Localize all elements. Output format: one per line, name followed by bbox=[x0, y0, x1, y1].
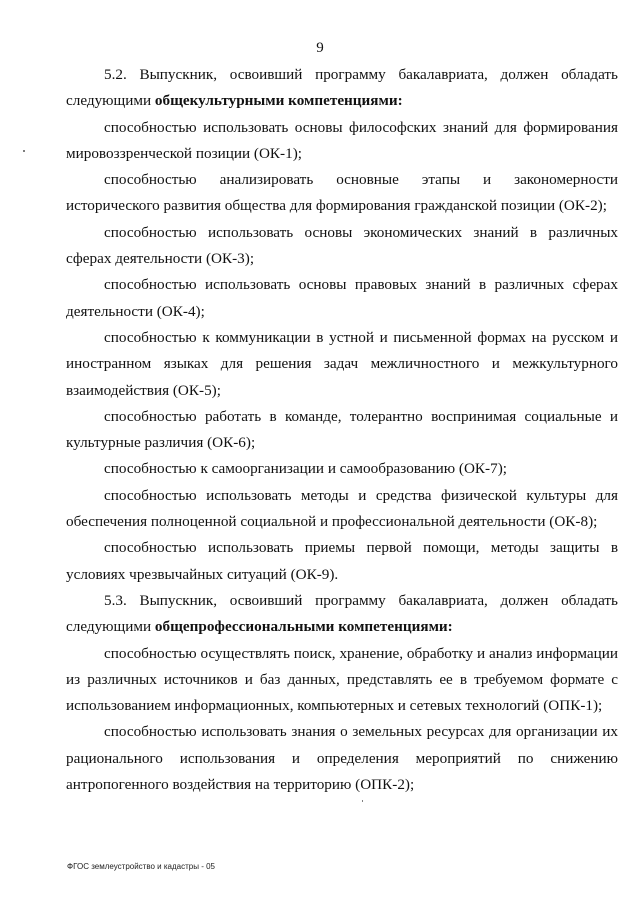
competency-ok-3: способностью использовать основы экономических знаний в различных сферах деятельности (ОК-3); bbox=[66, 223, 618, 268]
competency-ok-6: способностью работать в команде, толерантно воспринимая социальные и культурные различия (ОК-6); bbox=[66, 407, 618, 452]
competency-ok-7: способностью к самоорганизации и самообразованию (ОК-7); bbox=[104, 460, 507, 478]
section-intro-5-3 bbox=[66, 588, 618, 641]
scan-speck bbox=[362, 800, 363, 802]
competency-category-general-cultural: общекультурными компетенциями: bbox=[154, 92, 403, 110]
page-footer: ФГОС землеустройство и кадастры - 05 bbox=[67, 862, 215, 871]
competency-ok-9: способностью использовать приемы первой помощи, методы защиты в условиях чрезвычайных ситуаций (ОК-9). bbox=[66, 539, 618, 583]
competency-ok-5: способностью к коммуникации в устной и письменной формах на русском и иностранном языках для решения задач межличностного и межкультурного взаимодействия (ОК-5); bbox=[66, 328, 618, 399]
competency-ok-2: способностью анализировать основные этапы и закономерности исторического развития общества для формирования гражданской позиции (ОК-2); bbox=[66, 171, 618, 215]
document-body bbox=[66, 62, 618, 798]
page-number: 9 bbox=[316, 40, 324, 56]
competency-opk-2: способностью использовать знания о земельных ресурсах для организации их рационального использования и определения мероприятий по снижению антропогенного воздействия на территорию (ОПК-2); bbox=[66, 723, 618, 794]
section-intro-text: 5.3. Выпускник, освоивший программу бакалавриата, должен обладать следующими bbox=[66, 591, 618, 636]
section-intro-5-2 bbox=[66, 62, 618, 115]
competency-ok-8: способностью использовать методы и средства физической культуры для обеспечения полноценной социальной и профессиональной деятельности (ОК-8); bbox=[66, 486, 618, 531]
scan-speck bbox=[23, 150, 25, 152]
competency-ok-1: способностью использовать основы философских знаний для формирования мировоззренческой позиции (ОК-1); bbox=[66, 118, 618, 162]
competency-opk-1: способностью осуществлять поиск, хранение, обработку и анализ информации из различных источников и баз данных, представлять ее в требуемом формате с использованием информационных, компьютерных и сетевых технологий (ОПК-1); bbox=[66, 644, 618, 715]
competency-category-general-professional: общепрофессиональными компетенциями: bbox=[154, 618, 453, 636]
competency-ok-4: способностью использовать основы правовых знаний в различных сферах деятельности (ОК-4); bbox=[66, 276, 618, 320]
section-intro-text: 5.2. Выпускник, освоивший программу бакалавриата, должен обладать следующими bbox=[66, 66, 618, 110]
